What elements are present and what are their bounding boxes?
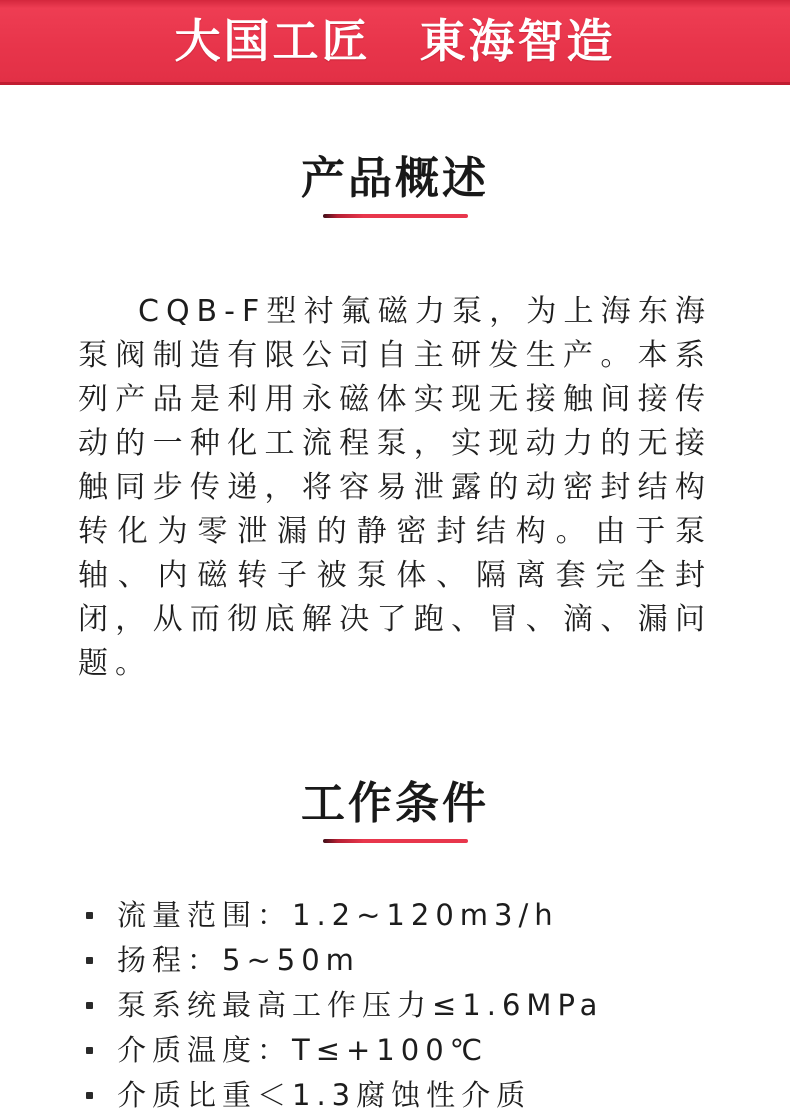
title-underline-decoration [323, 214, 468, 218]
section-title-conditions: 工作条件 [301, 778, 489, 829]
bullet-dot-icon [86, 1047, 93, 1054]
list-item [86, 983, 790, 1028]
list-item [86, 1073, 790, 1112]
conditions-list [86, 893, 790, 1112]
condition-text: 流量范围：1.2~120m3/h [117, 898, 559, 932]
banner-title: 大国工匠 東海智造 [174, 14, 616, 68]
condition-text: 泵系统最高工作压力≤1.6MPa [117, 988, 604, 1022]
bullet-dot-icon [86, 957, 93, 964]
condition-text: 介质比重＜1.3腐蚀性介质 [117, 1078, 532, 1112]
bullet-dot-icon [86, 1002, 93, 1009]
list-item [86, 893, 790, 938]
list-item [86, 938, 790, 983]
list-item [86, 1028, 790, 1073]
bullet-dot-icon [86, 912, 93, 919]
section-title-overview: 产品概述 [301, 153, 489, 204]
overview-paragraph: CQB-F型衬氟磁力泵，为上海东海泵阀制造有限公司自主研发生产。本系列产品是利用永磁体实现无接触间接传动的一种化工流程泵，实现动力的无接触同步传递，将容易泄露的动密封结构转化为零泄漏的静密封结构。由于泵轴、内磁转子被泵体、隔离套完全封闭，从而彻底解决了跑、冒、滴、漏问题。 [78, 294, 712, 681]
condition-text: 扬程：5~50m [117, 943, 360, 977]
title-underline-decoration [323, 839, 468, 843]
condition-text: 介质温度：T≤+100℃ [117, 1033, 489, 1067]
bullet-dot-icon [86, 1092, 93, 1099]
header-banner [0, 0, 790, 85]
